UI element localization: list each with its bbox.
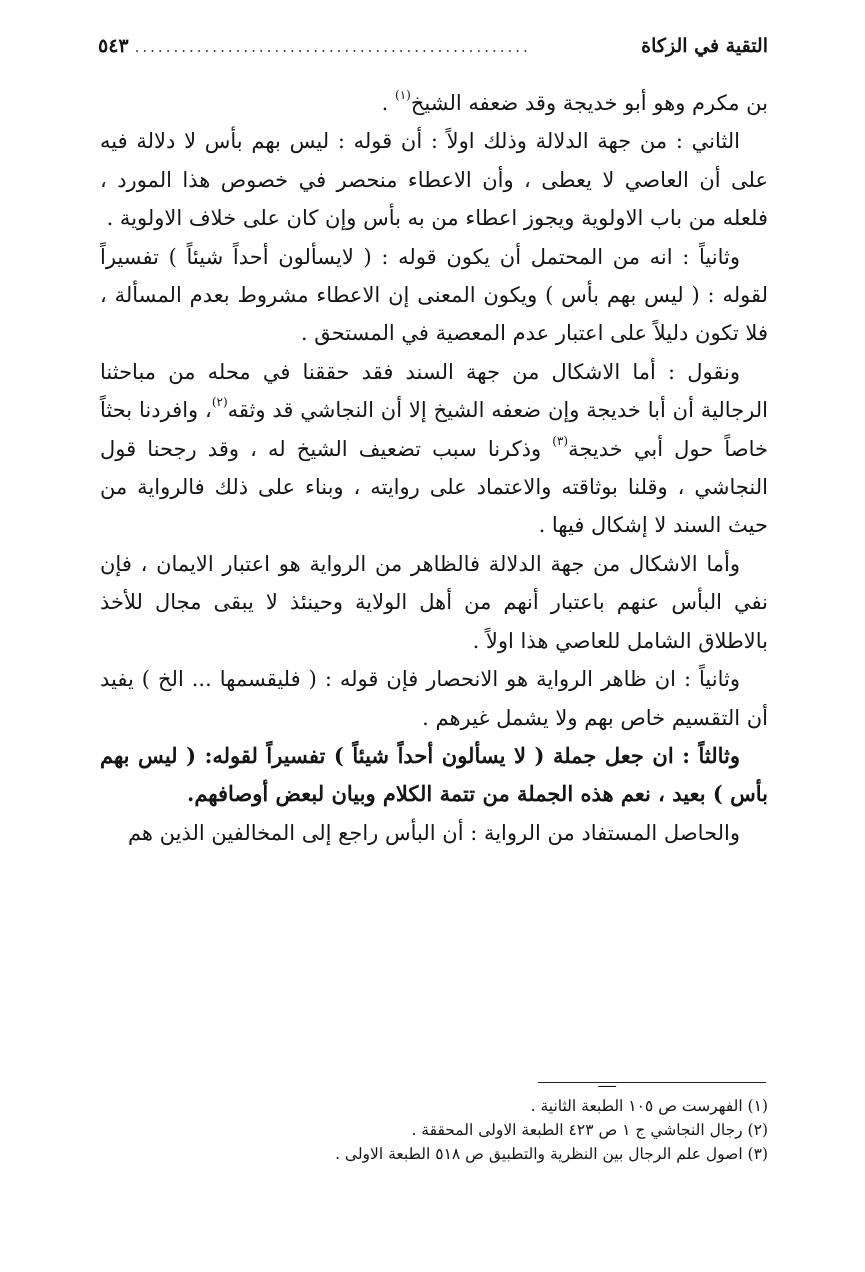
paragraph-6: وثانياً : ان ظاهر الرواية هو الانحصار فإن قوله : ( فليقسمها ... الخ ) يفيد أن التقسيم خاص بهم ولا يشمل غيرهم .: [100, 667, 768, 730]
paragraph-5: وأما الاشكال من جهة الدلالة فالظاهر من الرواية هو اعتبار الايمان ، فإن نفي البأس عنهم باعتبار أنهم من أهل الولاية وحينئذ لا يبقى مجال للأخذ بالاطلاق الشامل للعاصي هذا اولاً .: [100, 551, 768, 653]
footnote-ref-3: (٣): [552, 433, 569, 448]
footnotes: [260, 1094, 768, 1166]
paragraph-4-part-a: ونقول : أما الاشكال من جهة السند فقد حققنا في محله من مباحثنا الرجالية أن أبا خديجة وإن ضعفه الشيخ إلا أن النجاشي قد وثقه: [100, 359, 768, 423]
divider-ornament-icon: ـــــ: [598, 1076, 616, 1090]
footnote-3: (٣) اصول علم الرجال بين النظرية والتطبيق ص ٥١٨ الطبعة الاولى .: [335, 1145, 768, 1163]
running-header: [98, 30, 768, 63]
page-number: ٥٤٣: [98, 35, 129, 57]
paragraph-4-part-b: ، وافردنا بحثاً خاصاً حول أبي خديجة: [100, 398, 768, 461]
page-body: [100, 84, 768, 852]
footnote-1: (١) الفهرست ص ١٠٥ الطبعة الثانية .: [530, 1097, 768, 1115]
paragraph-4: [100, 353, 768, 545]
paragraph-3: وثانياً : انه من المحتمل أن يكون قوله : ( لايسألون أحداً شيئاً ) تفسيراً لقوله : ( ليس بهم بأس ) ويكون المعنى إن الاعطاء مشروط بعدم المسألة ، فلا تكون دليلاً على اعتبار عدم المعصية في المستحق .: [100, 244, 768, 346]
paragraph-7: وثالثاً : ان جعل جملة ( لا يسألون أحداً شيئاً ) تفسيراً لقوله: ( ليس بهم بأس ) بعيد ، نعم هذه الجملة من تتمة الكلام وبيان لبعض أوصافهم.: [100, 742, 768, 807]
footnote-2: (٢) رجال النجاشي ج ١ ص ٤٢٣ الطبعة الاولى المحققة .: [411, 1121, 768, 1139]
paragraph-4-part-c: وذكرنا سبب تضعيف الشيخ له ، وقد رجحنا قول النجاشي ، وقلنا بوثاقته والاعتماد على روايته ، وبناء على ذلك فالرواية من حيث السند لا إشكال فيها .: [100, 436, 768, 538]
footnote-ref-2: (٢): [211, 395, 228, 410]
leader-dots: ...................................................: [134, 38, 531, 56]
chapter-title: التقية في الزكاة: [641, 35, 768, 57]
paragraph-1: [100, 84, 768, 122]
footnote-divider: [538, 1076, 766, 1090]
paragraph-1-text: بن مكرم وهو أبو خديجة وقد ضعفه الشيخ: [410, 91, 768, 115]
paragraph-1-end: .: [381, 91, 396, 115]
paragraph-8: والحاصل المستفاد من الرواية : أن البأس راجع إلى المخالفين الذين هم: [127, 820, 740, 845]
footnote-ref-1: (١): [395, 88, 411, 102]
paragraph-2: الثاني : من جهة الدلالة وذلك اولاً : أن قوله : ليس بهم بأس لا دلالة فيه على أن العاصي لا يعطى ، وأن الاعطاء منحصر في خصوص هذا المورد ، فلعله من باب الاولوية ويجوز اعطاء من به بأس وإن كان على خلاف الاولوية .: [100, 129, 768, 231]
